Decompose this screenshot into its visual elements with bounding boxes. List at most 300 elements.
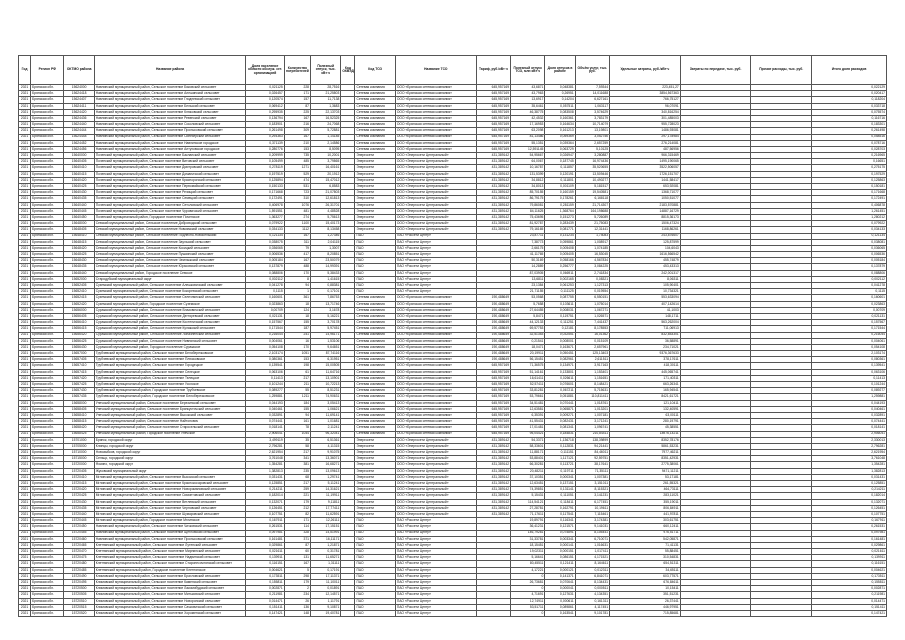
table-cell[interactable]: 17,11371 — [311, 573, 341, 579]
table-cell[interactable]: Брянская обл. — [31, 419, 64, 425]
table-cell[interactable]: ООО «Брянская сетевая компания» — [395, 115, 476, 121]
table-cell[interactable]: 53,79661 — [511, 394, 545, 400]
table-cell[interactable]: 2021 — [19, 542, 31, 548]
table-cell[interactable]: 34,65111 — [610, 567, 681, 573]
table-cell[interactable]: ООО «Брянская сетевая компания» — [395, 351, 476, 357]
table-cell[interactable]: Брянская обл. — [31, 412, 64, 418]
table-cell[interactable]: 171 — [284, 518, 310, 524]
table-cell[interactable]: Сетевая компания — [355, 363, 395, 369]
table-cell[interactable]: 18,15451 — [511, 542, 545, 548]
table-cell[interactable]: 4,171521 — [575, 555, 609, 561]
table-cell[interactable]: 6,550151 — [575, 295, 609, 301]
table-cell[interactable]: 0,107751 — [812, 511, 887, 517]
table-cell[interactable]: 15624452 — [64, 140, 94, 146]
table-cell[interactable]: 153 — [284, 146, 310, 152]
table-cell[interactable]: 310 — [284, 196, 310, 202]
table-cell[interactable]: 715,85681 — [610, 610, 681, 616]
table-cell[interactable]: 0,019554 — [575, 289, 609, 295]
table-cell[interactable]: ООО «Энергосети Центральный» — [395, 153, 476, 159]
table-cell[interactable]: 0,161311 — [575, 598, 609, 604]
table-cell[interactable]: 190,488649 — [476, 320, 510, 326]
table-cell[interactable]: Брянская обл. — [31, 580, 64, 586]
table-cell[interactable]: 340,816254 — [610, 109, 681, 115]
table-cell[interactable]: ПАО — [355, 555, 395, 561]
table-cell[interactable]: 15657420 — [64, 375, 94, 381]
table-cell[interactable]: 13,10901 — [311, 375, 341, 381]
table-cell[interactable]: Климовский муниципальный район, Сельское поселение Каменский сельсовет — [94, 580, 246, 586]
table-cell[interactable]: 531 — [284, 184, 310, 190]
table-cell[interactable]: ПАО — [355, 245, 395, 251]
table-cell[interactable]: 190,488649 — [476, 338, 510, 344]
table-cell[interactable]: 0 — [511, 573, 545, 579]
table-cell[interactable]: 280,19791 — [610, 419, 681, 425]
table-cell[interactable]: 16,52325 — [311, 115, 341, 121]
table-cell[interactable]: 8,164611 — [575, 561, 609, 567]
table-cell[interactable]: 259 — [284, 487, 310, 493]
table-cell[interactable]: 114,54121 — [511, 499, 545, 505]
table-cell[interactable]: ООО «Брянская сетевая компания» — [395, 412, 476, 418]
table-cell[interactable]: Брянская обл. — [31, 338, 64, 344]
table-cell[interactable]: 0,018141 — [812, 425, 887, 431]
table-cell[interactable]: 190,488649 — [476, 326, 510, 332]
table-cell[interactable]: 14,96171 — [311, 332, 341, 338]
table-cell[interactable]: 15720510 — [64, 598, 94, 604]
table-cell[interactable]: 79,86081 — [511, 202, 545, 208]
table-cell[interactable]: 155 — [284, 320, 310, 326]
table-cell[interactable]: 2,611511 — [575, 357, 609, 363]
table-cell[interactable]: 2021 — [19, 555, 31, 561]
table-cell[interactable]: ПАО — [355, 598, 395, 604]
table-cell[interactable]: 2021 — [19, 369, 31, 375]
table-cell[interactable]: Трубчевский муниципальный район, Сельское поселение Селецкое — [94, 369, 246, 375]
table-cell[interactable]: Навлинский муниципальный район, Сельское поселение Алешинский сельсовет — [94, 91, 246, 97]
table-cell[interactable]: 3,499119 — [246, 437, 284, 443]
table-cell[interactable] — [751, 610, 812, 616]
table-cell[interactable]: ООО «Брянская сетевая компания» — [395, 85, 476, 91]
table-cell[interactable]: Брянская обл. — [31, 245, 64, 251]
table-cell[interactable]: 58 — [284, 443, 310, 449]
table-cell[interactable]: 53,0568 — [511, 295, 545, 301]
table-cell[interactable]: 87 — [284, 542, 310, 548]
table-cell[interactable]: ООО «Брянская сетевая компания» — [395, 369, 476, 375]
table-cell[interactable]: 0,139911 — [246, 555, 284, 561]
table-cell[interactable]: 16,01362 — [575, 332, 609, 338]
table-cell[interactable]: 16,53045 — [575, 252, 609, 258]
table-cell[interactable]: ПАО — [355, 549, 395, 555]
table-cell[interactable]: 79,16165 — [511, 227, 545, 233]
table-cell[interactable]: 2 — [284, 586, 310, 592]
table-cell[interactable]: 0,111051 — [545, 493, 575, 499]
table-cell[interactable]: 15648440 — [64, 270, 94, 276]
table-cell[interactable]: 0,214211 — [246, 487, 284, 493]
table-cell[interactable]: 0,116151 — [246, 561, 284, 567]
table-cell[interactable]: 17,15151 — [311, 524, 341, 530]
table-cell[interactable]: 21,07803 — [311, 190, 341, 196]
table-cell[interactable]: 1044 — [284, 431, 310, 437]
table-cell[interactable]: Трубчевский муниципальный район, Сельское поселение Телецкое — [94, 375, 246, 381]
table-cell[interactable]: 217 — [284, 450, 310, 456]
table-cell[interactable]: Энергосети — [355, 221, 395, 227]
table-cell[interactable]: Навлинский муниципальный район, Сельское поселение Пролысовский сельсовет — [94, 128, 246, 134]
table-cell[interactable]: 235 — [284, 468, 310, 474]
table-cell[interactable]: Сетевая компания — [355, 115, 395, 121]
table-cell[interactable]: Брянская обл. — [31, 443, 64, 449]
table-cell[interactable]: 15648405 — [64, 227, 94, 233]
table-cell[interactable]: Мглинский муниципальный район, Городское поселение Мглинское — [94, 518, 246, 524]
table-cell[interactable]: 2021 — [19, 481, 31, 487]
table-cell[interactable]: 35 — [284, 437, 310, 443]
table-cell[interactable]: 15656415 — [64, 326, 94, 332]
table-cell[interactable]: 13,509446 — [575, 171, 609, 177]
table-cell[interactable]: 2,66175 — [511, 245, 545, 251]
table-cell[interactable]: 0 — [511, 586, 545, 592]
column-header[interactable]: ОКТМО района — [64, 56, 94, 85]
table-cell[interactable]: 418,30111 — [610, 363, 681, 369]
table-cell[interactable]: 0,031431 — [246, 474, 284, 480]
table-cell[interactable]: Брянская обл. — [31, 586, 64, 592]
table-cell[interactable]: Суражский муниципальный район, Сельское поселение Лопазненский сельсовет — [94, 332, 246, 338]
table-cell[interactable]: 0,160601 — [812, 295, 887, 301]
table-cell[interactable]: Севский муниципальный район, Сельское поселение Подлесно-Новосельский — [94, 233, 246, 239]
table-cell[interactable]: 15720505 — [64, 592, 94, 598]
table-cell[interactable]: 0,261498 — [812, 128, 887, 134]
table-cell[interactable]: ООО «Брянская сетевая компания» — [395, 338, 476, 344]
table-cell[interactable]: 2021 — [19, 468, 31, 474]
table-cell[interactable]: Брянская обл. — [31, 109, 64, 115]
table-cell[interactable]: 15720435 — [64, 505, 94, 511]
table-cell[interactable]: 184 — [284, 400, 310, 406]
table-cell[interactable]: 310,54831 — [610, 555, 681, 561]
table-cell[interactable]: 2021 — [19, 252, 31, 258]
table-cell[interactable]: 66,30281 — [511, 462, 545, 468]
column-header[interactable]: Название ТСО — [395, 56, 476, 85]
table-cell[interactable]: Навлинский муниципальный район, Сельское поселение Алтуховское городское — [94, 146, 246, 152]
column-header[interactable]: Объём услуг, тыс. руб. — [575, 56, 609, 85]
table-cell[interactable]: 0,17101 — [311, 289, 341, 295]
table-cell[interactable]: 0,032891 — [246, 412, 284, 418]
table-cell[interactable]: 26,73681 — [511, 580, 545, 586]
table-cell[interactable]: 1,261451 — [812, 208, 887, 214]
table-cell[interactable]: 64,0067 — [511, 159, 545, 165]
table-cell[interactable]: 71,35111 — [575, 468, 609, 474]
table-cell[interactable]: Брянская обл. — [31, 456, 64, 462]
table-cell[interactable]: Брянская обл. — [31, 542, 64, 548]
table-cell[interactable]: 0,261498 — [246, 128, 284, 134]
table-cell[interactable]: 211 — [284, 382, 310, 388]
table-cell[interactable]: Брянская обл. — [31, 425, 64, 431]
table-cell[interactable]: 3,171241 — [575, 419, 609, 425]
table-cell[interactable]: Брянская обл. — [31, 276, 64, 282]
table-cell[interactable]: 3,574629 — [575, 109, 609, 115]
table-cell[interactable]: 1,591551 — [246, 208, 284, 214]
table-cell[interactable]: 283,11021 — [610, 493, 681, 499]
table-cell[interactable]: 8,5095 — [311, 146, 341, 152]
table-cell[interactable]: ООО «Энергосети Центральный» — [395, 456, 476, 462]
table-cell[interactable]: ПАО — [355, 536, 395, 542]
table-cell[interactable]: 15715000 — [64, 456, 94, 462]
table-cell[interactable]: 1,153401 — [575, 369, 609, 375]
table-cell[interactable]: 0,295935 — [246, 109, 284, 115]
table-cell[interactable]: 9,101781 — [575, 610, 609, 616]
table-cell[interactable]: ПАО — [355, 542, 395, 548]
table-cell[interactable]: 488 — [284, 264, 310, 270]
table-cell[interactable]: 2021 — [19, 610, 31, 616]
table-cell[interactable]: 15,40173 — [311, 221, 341, 227]
table-cell[interactable]: 1100 — [284, 221, 310, 227]
table-cell[interactable]: Брянская обл. — [31, 400, 64, 406]
table-cell[interactable]: ПАО «Россети Центр» — [395, 270, 476, 276]
table-cell[interactable]: 0,081771 — [545, 227, 575, 233]
table-cell[interactable]: 806,84911 — [610, 505, 681, 511]
table-cell[interactable]: 431,389142 — [476, 227, 510, 233]
table-cell[interactable]: Мглинский муниципальный район, Сельское поселение Краснокосаровский сельсовет — [94, 481, 246, 487]
table-cell[interactable]: 0,119711 — [545, 468, 575, 474]
table-cell[interactable]: 190,488649 — [476, 307, 510, 313]
table-cell[interactable]: 165,94541 — [610, 388, 681, 394]
table-cell[interactable]: 0,17191 — [311, 567, 341, 573]
table-cell[interactable]: Брянская обл. — [31, 159, 64, 165]
table-cell[interactable]: 190,488649 — [476, 295, 510, 301]
table-cell[interactable]: Сетевая компания — [355, 295, 395, 301]
table-cell[interactable]: Сетевая компания — [355, 400, 395, 406]
table-cell[interactable]: 217 — [284, 375, 310, 381]
table-cell[interactable]: 0,139911 — [812, 555, 887, 561]
table-cell[interactable]: 34,8013 — [511, 184, 545, 190]
table-cell[interactable]: ПАО «Россети Центр» — [395, 283, 476, 289]
table-cell[interactable]: 15624420 — [64, 109, 94, 115]
table-cell[interactable]: 15720515 — [64, 604, 94, 610]
table-cell[interactable]: 53,51711 — [511, 604, 545, 610]
table-cell[interactable]: 15720455 — [64, 530, 94, 536]
table-cell[interactable]: 1616,566542 — [610, 252, 681, 258]
table-cell[interactable]: 7,115461 — [575, 511, 609, 517]
table-cell[interactable]: 0,002112 — [812, 276, 887, 282]
table-cell[interactable]: 15648435 — [64, 264, 94, 270]
table-cell[interactable]: 6,35391 — [511, 412, 545, 418]
table-cell[interactable]: 0,121411 — [545, 561, 575, 567]
table-cell[interactable]: 0,036065 — [812, 245, 887, 251]
table-cell[interactable]: 43,7963 — [511, 91, 545, 97]
table-cell[interactable]: 0,182014 — [812, 493, 887, 499]
table-cell[interactable]: 11,62591 — [311, 511, 341, 517]
table-cell[interactable]: Почепский муниципальный район, Сельское поселение Бакланский сельсовет — [94, 153, 246, 159]
table-cell[interactable]: 46,38775 — [511, 109, 545, 115]
table-cell[interactable]: Севский муниципальный район, Сельское поселение Доброводский сельсовет — [94, 221, 246, 227]
table-cell[interactable]: 0,040461 — [246, 406, 284, 412]
table-cell[interactable]: 485 — [284, 159, 310, 165]
table-cell[interactable]: ООО «Энергосети Центральный» — [395, 196, 476, 202]
table-cell[interactable]: 71,17611 — [511, 511, 545, 517]
table-cell[interactable]: 0,00709 — [246, 307, 284, 313]
table-cell[interactable]: 148,1711 — [610, 313, 681, 319]
table-cell[interactable]: 966,315469 — [610, 153, 681, 159]
table-cell[interactable]: 0,057511 — [545, 103, 575, 109]
table-cell[interactable]: 234,71021 — [610, 344, 681, 350]
table-cell[interactable]: Брянская обл. — [31, 382, 64, 388]
table-cell[interactable]: Суражский муниципальный район, Сельское поселение Костеничский сельсовет — [94, 320, 246, 326]
table-cell[interactable]: Сетевая компания — [355, 320, 395, 326]
table-cell[interactable]: Мглинский муниципальный район, Сельское поселение Черновский сельсовет — [94, 505, 246, 511]
table-cell[interactable]: 23,87711 — [511, 233, 545, 239]
table-cell[interactable]: 2021 — [19, 283, 31, 289]
table-cell[interactable]: Брянская обл. — [31, 555, 64, 561]
table-cell[interactable]: Сетевая компания — [355, 146, 395, 152]
table-cell[interactable]: 155 — [284, 406, 310, 412]
table-cell[interactable]: 1076 — [284, 202, 310, 208]
table-cell[interactable]: 955,728023 — [610, 122, 681, 128]
table-cell[interactable]: ООО «Энергосети Центральный» — [395, 171, 476, 177]
table-cell[interactable]: 15652420 — [64, 301, 94, 307]
table-cell[interactable]: 0,066911 — [545, 270, 575, 276]
table-cell[interactable]: 2021 — [19, 437, 31, 443]
table-cell[interactable]: 8,06311 — [610, 276, 681, 282]
table-cell[interactable]: 645,957169 — [476, 115, 510, 121]
table-cell[interactable]: 0,137879 — [246, 264, 284, 270]
table-cell[interactable]: 431,389142 — [476, 456, 510, 462]
table-cell[interactable]: 3,174381 — [575, 518, 609, 524]
table-cell[interactable]: 0,008031 — [545, 307, 575, 313]
table-cell[interactable]: 212 — [284, 505, 310, 511]
table-cell[interactable]: 1,41615 — [311, 276, 341, 282]
table-cell[interactable]: 1,117121 — [545, 456, 575, 462]
table-cell[interactable]: 15640410 — [64, 165, 94, 171]
table-cell[interactable]: ООО «Брянская сетевая компания» — [395, 425, 476, 431]
table-cell[interactable]: 19,89791 — [511, 518, 545, 524]
table-cell[interactable]: 15656430 — [64, 344, 94, 350]
table-cell[interactable]: 5,75613 — [311, 214, 341, 220]
table-cell[interactable]: 2021 — [19, 357, 31, 363]
table-cell[interactable]: ПАО — [355, 283, 395, 289]
table-cell[interactable]: 2,11241 — [311, 425, 341, 431]
table-cell[interactable]: Брянская обл. — [31, 301, 64, 307]
table-cell[interactable]: 0,125851 — [246, 481, 284, 487]
table-cell[interactable]: 79 — [284, 245, 310, 251]
table-cell[interactable]: 0,006536 — [812, 252, 887, 258]
table-cell[interactable]: 38,17641 — [575, 462, 609, 468]
table-cell[interactable]: Брянская обл. — [31, 511, 64, 517]
table-cell[interactable]: Брянская обл. — [31, 289, 64, 295]
table-cell[interactable]: 4,48528 — [311, 208, 341, 214]
table-cell[interactable]: Брянская обл. — [31, 122, 64, 128]
table-cell[interactable]: 2021 — [19, 214, 31, 220]
table-cell[interactable]: 0,058516 — [812, 134, 887, 140]
table-cell[interactable]: 453,43313 — [610, 264, 681, 270]
table-cell[interactable]: Трубчевский муниципальный район, Городское поселение Белоберезковское — [94, 394, 246, 400]
table-cell[interactable]: 157 — [284, 97, 310, 103]
table-cell[interactable]: 431,389142 — [476, 177, 510, 183]
table-cell[interactable]: Брянская обл. — [31, 462, 64, 468]
table-cell[interactable]: 0,131234 — [545, 233, 575, 239]
table-cell[interactable]: 645,957169 — [476, 363, 510, 369]
table-cell[interactable]: 2021 — [19, 140, 31, 146]
table-cell[interactable]: Сетевая компания — [355, 357, 395, 363]
table-cell[interactable]: 0,111801 — [545, 177, 575, 183]
table-cell[interactable]: ООО «Энергосети Центральный» — [395, 208, 476, 214]
table-cell[interactable]: 15720475 — [64, 555, 94, 561]
table-cell[interactable]: 1,3007 — [311, 245, 341, 251]
table-cell[interactable]: 15658425 — [64, 431, 94, 437]
table-cell[interactable]: 2021 — [19, 159, 31, 165]
table-cell[interactable]: Унечский муниципальный район, Сельское поселение Старосельский сельсовет — [94, 425, 246, 431]
column-header[interactable]: Код ТСО — [355, 56, 395, 85]
table-cell[interactable]: 2021 — [19, 518, 31, 524]
table-cell[interactable]: 431,389142 — [476, 165, 510, 171]
table-cell[interactable]: 187 — [284, 326, 310, 332]
table-cell[interactable]: 0,150133 — [246, 184, 284, 190]
table-cell[interactable]: 13,71746 — [311, 301, 341, 307]
table-cell[interactable]: 0,164634 — [545, 122, 575, 128]
table-cell[interactable]: Севский муниципальный район, Сельское поселение Заульский сельсовет — [94, 239, 246, 245]
table-cell[interactable]: Сетевая компания — [355, 419, 395, 425]
table-cell[interactable]: 0,036065 — [246, 245, 284, 251]
table-cell[interactable]: 167 — [284, 258, 310, 264]
table-cell[interactable]: 0,097981 — [246, 530, 284, 536]
table-cell[interactable]: 1,008917 — [575, 239, 609, 245]
table-cell[interactable]: 0,182014 — [246, 493, 284, 499]
table-cell[interactable]: 0,161481 — [812, 536, 887, 542]
table-cell[interactable]: 167 — [284, 115, 310, 121]
table-cell[interactable]: ООО «Энергосети Центральный» — [395, 214, 476, 220]
table-cell[interactable]: 190,488649 — [476, 357, 510, 363]
table-cell[interactable]: 2021 — [19, 196, 31, 202]
table-cell[interactable]: Брянская обл. — [31, 592, 64, 598]
table-cell[interactable]: 81,92787 — [511, 221, 545, 227]
table-cell[interactable]: 8,20851 — [311, 252, 341, 258]
table-cell[interactable]: 52,57411 — [511, 382, 545, 388]
table-cell[interactable]: 645,957169 — [476, 431, 510, 437]
table-cell[interactable]: 1,013201 — [575, 406, 609, 412]
table-cell[interactable]: Навлинский муниципальный район, Сельское поселение Клюковский сельсовет — [94, 109, 246, 115]
table-cell[interactable]: ПАО «Россети Центр» — [395, 586, 476, 592]
table-cell[interactable]: 2021 — [19, 320, 31, 326]
table-cell[interactable]: 431,389142 — [476, 487, 510, 493]
table-cell[interactable]: Клетнянский муниципальный район, Сельское поселение Лутенский сельсовет — [94, 542, 246, 548]
table-cell[interactable]: 6,31951 — [311, 357, 341, 363]
table-cell[interactable]: 15720425 — [64, 493, 94, 499]
table-cell[interactable]: Брянская обл. — [31, 283, 64, 289]
table-cell[interactable]: 381 — [284, 462, 310, 468]
table-cell[interactable]: Брянская обл. — [31, 518, 64, 524]
table-cell[interactable]: 654,51311 — [610, 561, 681, 567]
table-cell[interactable]: 1,096741 — [575, 425, 609, 431]
table-cell[interactable]: 5,72881 — [311, 128, 341, 134]
table-cell[interactable]: 371 — [284, 536, 310, 542]
table-cell[interactable]: 2021 — [19, 165, 31, 171]
table-cell[interactable]: 1,382813 — [246, 468, 284, 474]
table-cell[interactable]: 3854,567363 — [610, 91, 681, 97]
table-cell[interactable]: 60 — [284, 549, 310, 555]
table-cell[interactable]: 2,14586 — [311, 140, 341, 146]
table-cell[interactable]: Брянская обл. — [31, 536, 64, 542]
table-cell[interactable]: 31,33781 — [511, 536, 545, 542]
table-cell[interactable]: Брянская обл. — [31, 524, 64, 530]
table-cell[interactable]: 328 — [284, 530, 310, 536]
table-cell[interactable]: 0,063729 — [545, 146, 575, 152]
table-cell[interactable]: Клетнянский муниципальный район, Сельское поселение Мирнинский сельсовет — [94, 549, 246, 555]
table-cell[interactable]: Сетевая компания — [355, 91, 395, 97]
table-cell[interactable]: 0,089277 — [246, 388, 284, 394]
table-cell[interactable]: Почепский муниципальный район, Сельское поселение Первомайский сельсовет — [94, 184, 246, 190]
table-cell[interactable]: 216 — [284, 122, 310, 128]
column-header[interactable]: Полезный отпуск, тыс. кВт·ч — [311, 56, 341, 85]
table-cell[interactable]: 2021 — [19, 456, 31, 462]
table-cell[interactable]: ПАО «Россети Центр» — [395, 598, 476, 604]
table-cell[interactable]: Суземский муниципальный район, Городское поселение Суземское — [94, 301, 246, 307]
table-cell[interactable]: 0,041278 — [812, 283, 887, 289]
table-cell[interactable]: Фокино, городской округ — [94, 462, 246, 468]
table-cell[interactable]: 16,40161 — [311, 165, 341, 171]
table-cell[interactable]: 0,11413 — [812, 375, 887, 381]
